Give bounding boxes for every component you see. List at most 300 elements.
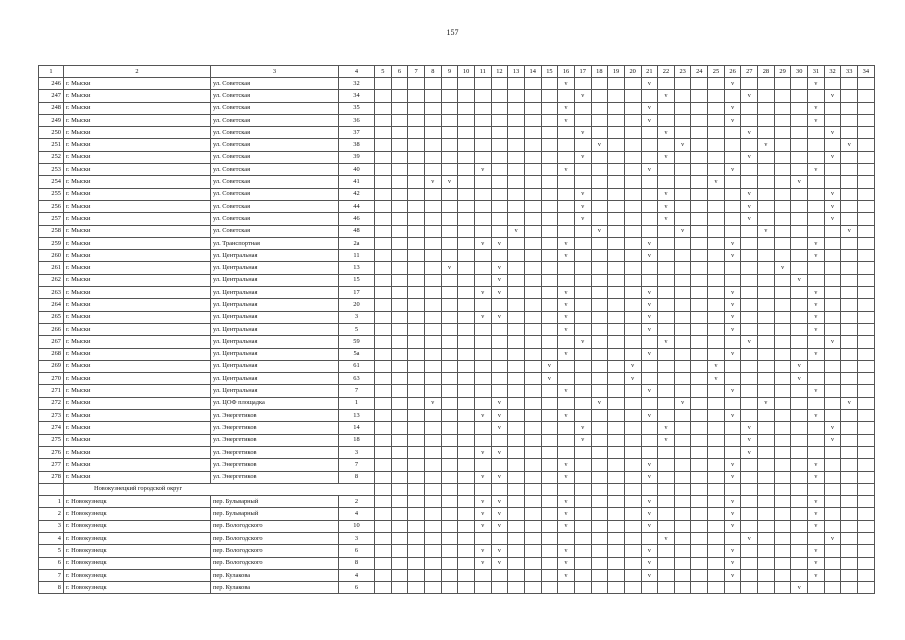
empty-cell	[741, 102, 758, 114]
empty-cell	[858, 569, 875, 581]
empty-cell	[691, 557, 708, 569]
empty-cell	[591, 250, 608, 262]
empty-cell	[741, 237, 758, 249]
empty-cell	[674, 557, 691, 569]
street-cell: ул. Советская	[211, 127, 339, 139]
column-header-26: 26	[724, 66, 741, 78]
empty-cell	[624, 287, 641, 299]
empty-cell	[841, 471, 858, 483]
empty-cell	[524, 78, 541, 90]
house-cell: 14	[339, 422, 375, 434]
check-mark: v	[558, 78, 575, 90]
empty-cell	[491, 78, 508, 90]
check-mark: v	[758, 397, 775, 409]
column-header-1: 1	[39, 66, 64, 78]
empty-cell	[508, 250, 525, 262]
table-row	[39, 397, 875, 409]
empty-cell	[391, 582, 408, 594]
empty-cell	[624, 471, 641, 483]
empty-cell	[408, 188, 425, 200]
empty-cell	[591, 213, 608, 225]
check-mark: v	[641, 557, 658, 569]
table-row	[39, 323, 875, 335]
empty-cell	[741, 496, 758, 508]
empty-cell	[391, 459, 408, 471]
empty-cell	[608, 532, 625, 544]
check-mark: v	[641, 299, 658, 311]
empty-cell	[391, 262, 408, 274]
empty-cell	[574, 287, 591, 299]
empty-cell	[608, 459, 625, 471]
empty-cell	[674, 188, 691, 200]
empty-cell	[774, 225, 791, 237]
empty-cell	[474, 213, 491, 225]
empty-cell	[841, 545, 858, 557]
table-row	[39, 496, 875, 508]
empty-cell	[408, 410, 425, 422]
empty-cell	[474, 90, 491, 102]
empty-cell	[408, 176, 425, 188]
empty-cell	[774, 336, 791, 348]
empty-cell	[574, 299, 591, 311]
empty-cell	[541, 250, 558, 262]
empty-cell	[791, 532, 808, 544]
check-mark: v	[774, 262, 791, 274]
empty-cell	[808, 336, 825, 348]
empty-cell	[674, 90, 691, 102]
empty-cell	[608, 397, 625, 409]
empty-cell	[691, 471, 708, 483]
empty-cell	[424, 127, 441, 139]
check-mark: v	[741, 188, 758, 200]
check-mark: v	[474, 311, 491, 323]
empty-cell	[774, 323, 791, 335]
empty-cell	[691, 323, 708, 335]
empty-cell	[441, 213, 458, 225]
empty-cell	[741, 311, 758, 323]
empty-cell	[708, 582, 725, 594]
street-cell: пер. Вологодского	[211, 532, 339, 544]
street-cell: ул. Центральная	[211, 311, 339, 323]
empty-cell	[574, 323, 591, 335]
empty-cell	[424, 569, 441, 581]
empty-cell	[841, 262, 858, 274]
empty-cell	[858, 446, 875, 458]
table-row	[39, 250, 875, 262]
empty-cell	[424, 250, 441, 262]
empty-cell	[375, 385, 392, 397]
check-mark: v	[474, 520, 491, 532]
empty-cell	[674, 176, 691, 188]
empty-cell	[624, 422, 641, 434]
empty-cell	[841, 410, 858, 422]
empty-cell	[741, 114, 758, 126]
empty-cell	[758, 287, 775, 299]
check-mark: v	[724, 459, 741, 471]
empty-cell	[441, 348, 458, 360]
empty-cell	[441, 520, 458, 532]
empty-cell	[424, 164, 441, 176]
check-mark: v	[624, 373, 641, 385]
empty-cell	[558, 139, 575, 151]
empty-cell	[608, 385, 625, 397]
empty-cell	[724, 188, 741, 200]
empty-cell	[508, 471, 525, 483]
street-cell: ул. Советская	[211, 188, 339, 200]
empty-cell	[441, 360, 458, 372]
row-number: 253	[39, 164, 64, 176]
check-mark: v	[808, 164, 825, 176]
empty-cell	[541, 532, 558, 544]
check-mark: v	[641, 410, 658, 422]
empty-cell	[774, 532, 791, 544]
empty-cell	[391, 90, 408, 102]
city-cell: г. Мыски	[64, 336, 211, 348]
check-mark: v	[558, 311, 575, 323]
empty-cell	[724, 213, 741, 225]
empty-cell	[674, 323, 691, 335]
empty-cell	[508, 102, 525, 114]
empty-cell	[375, 410, 392, 422]
empty-cell	[724, 582, 741, 594]
empty-cell	[774, 348, 791, 360]
empty-cell	[741, 176, 758, 188]
empty-cell	[524, 557, 541, 569]
empty-cell	[758, 102, 775, 114]
empty-cell	[791, 213, 808, 225]
empty-cell	[641, 127, 658, 139]
empty-cell	[741, 360, 758, 372]
empty-cell	[441, 127, 458, 139]
empty-cell	[408, 348, 425, 360]
empty-cell	[524, 545, 541, 557]
empty-cell	[658, 102, 675, 114]
empty-cell	[808, 90, 825, 102]
empty-cell	[524, 311, 541, 323]
empty-cell	[658, 410, 675, 422]
empty-cell	[524, 569, 541, 581]
empty-cell	[708, 422, 725, 434]
table-row	[39, 200, 875, 212]
empty-cell	[608, 114, 625, 126]
column-header-24: 24	[691, 66, 708, 78]
check-mark: v	[791, 176, 808, 188]
empty-cell	[474, 348, 491, 360]
empty-cell	[708, 545, 725, 557]
empty-cell	[375, 311, 392, 323]
city-cell: г. Мыски	[64, 311, 211, 323]
house-cell: 8	[339, 471, 375, 483]
house-cell: 2а	[339, 237, 375, 249]
empty-cell	[458, 274, 475, 286]
city-cell: г. Мыски	[64, 446, 211, 458]
empty-cell	[774, 434, 791, 446]
empty-cell	[541, 102, 558, 114]
empty-cell	[541, 200, 558, 212]
city-cell: г. Мыски	[64, 323, 211, 335]
table-row	[39, 102, 875, 114]
table-row	[39, 410, 875, 422]
empty-cell	[474, 336, 491, 348]
check-mark: v	[558, 250, 575, 262]
empty-cell	[441, 557, 458, 569]
empty-cell	[708, 237, 725, 249]
empty-cell	[791, 114, 808, 126]
house-cell: 40	[339, 164, 375, 176]
empty-cell	[841, 336, 858, 348]
empty-cell	[774, 582, 791, 594]
row-number: 255	[39, 188, 64, 200]
check-mark: v	[491, 397, 508, 409]
empty-cell	[691, 262, 708, 274]
check-mark: v	[491, 237, 508, 249]
check-mark: v	[558, 508, 575, 520]
empty-cell	[858, 336, 875, 348]
empty-cell	[774, 114, 791, 126]
empty-cell	[841, 287, 858, 299]
empty-cell	[541, 127, 558, 139]
empty-cell	[658, 78, 675, 90]
empty-cell	[691, 434, 708, 446]
empty-cell	[558, 176, 575, 188]
empty-cell	[541, 336, 558, 348]
empty-cell	[608, 200, 625, 212]
empty-cell	[424, 446, 441, 458]
empty-cell	[791, 410, 808, 422]
empty-cell	[841, 373, 858, 385]
empty-cell	[858, 139, 875, 151]
empty-cell	[858, 397, 875, 409]
empty-cell	[524, 299, 541, 311]
empty-cell	[791, 164, 808, 176]
check-mark: v	[558, 102, 575, 114]
empty-cell	[508, 557, 525, 569]
empty-cell	[508, 582, 525, 594]
empty-cell	[608, 348, 625, 360]
row-number: 272	[39, 397, 64, 409]
city-cell: г. Мыски	[64, 262, 211, 274]
check-mark: v	[724, 520, 741, 532]
empty-cell	[391, 237, 408, 249]
empty-cell	[524, 422, 541, 434]
empty-cell	[474, 250, 491, 262]
table-row	[39, 213, 875, 225]
check-mark: v	[558, 237, 575, 249]
city-cell: г. Мыски	[64, 176, 211, 188]
empty-cell	[691, 532, 708, 544]
empty-cell	[758, 250, 775, 262]
city-cell: г. Мыски	[64, 287, 211, 299]
empty-cell	[824, 545, 841, 557]
empty-cell	[624, 582, 641, 594]
empty-cell	[408, 225, 425, 237]
empty-cell	[591, 348, 608, 360]
check-mark: v	[724, 545, 741, 557]
empty-cell	[608, 422, 625, 434]
empty-cell	[591, 532, 608, 544]
empty-cell	[375, 299, 392, 311]
check-mark: v	[441, 262, 458, 274]
empty-cell	[774, 373, 791, 385]
street-cell: ул. Центральная	[211, 360, 339, 372]
empty-cell	[774, 545, 791, 557]
empty-cell	[824, 483, 841, 495]
empty-cell	[458, 323, 475, 335]
column-header-33: 33	[841, 66, 858, 78]
empty-cell	[674, 127, 691, 139]
empty-cell	[375, 114, 392, 126]
row-number: 263	[39, 287, 64, 299]
empty-cell	[558, 90, 575, 102]
empty-cell	[424, 262, 441, 274]
empty-cell	[674, 287, 691, 299]
empty-cell	[624, 446, 641, 458]
empty-cell	[491, 336, 508, 348]
empty-cell	[574, 483, 591, 495]
empty-cell	[408, 78, 425, 90]
empty-cell	[824, 274, 841, 286]
house-cell: 3	[339, 446, 375, 458]
row-number: 270	[39, 373, 64, 385]
empty-cell	[375, 139, 392, 151]
empty-cell	[674, 508, 691, 520]
empty-cell	[474, 299, 491, 311]
empty-cell	[808, 397, 825, 409]
empty-cell	[608, 287, 625, 299]
empty-cell	[574, 459, 591, 471]
empty-cell	[824, 360, 841, 372]
empty-cell	[458, 188, 475, 200]
empty-cell	[708, 127, 725, 139]
check-mark: v	[558, 385, 575, 397]
check-mark: v	[558, 114, 575, 126]
empty-cell	[524, 471, 541, 483]
empty-cell	[608, 336, 625, 348]
empty-cell	[758, 323, 775, 335]
empty-cell	[574, 348, 591, 360]
empty-cell	[391, 557, 408, 569]
empty-cell	[391, 336, 408, 348]
empty-cell	[524, 446, 541, 458]
empty-cell	[441, 446, 458, 458]
check-mark: v	[491, 422, 508, 434]
empty-cell	[624, 410, 641, 422]
empty-cell	[608, 127, 625, 139]
house-cell: 46	[339, 213, 375, 225]
empty-cell	[541, 459, 558, 471]
column-header-23: 23	[674, 66, 691, 78]
empty-cell	[391, 213, 408, 225]
empty-cell	[608, 188, 625, 200]
column-header-8: 8	[424, 66, 441, 78]
table-row	[39, 188, 875, 200]
empty-cell	[741, 139, 758, 151]
empty-cell	[458, 90, 475, 102]
check-mark: v	[841, 139, 858, 151]
empty-cell	[774, 274, 791, 286]
empty-cell	[508, 287, 525, 299]
empty-cell	[624, 262, 641, 274]
empty-cell	[591, 299, 608, 311]
check-mark: v	[741, 446, 758, 458]
empty-cell	[791, 90, 808, 102]
street-cell: ул. Центральная	[211, 274, 339, 286]
empty-cell	[524, 139, 541, 151]
check-mark: v	[558, 557, 575, 569]
empty-cell	[758, 311, 775, 323]
empty-cell	[841, 90, 858, 102]
empty-cell	[791, 262, 808, 274]
empty-cell	[824, 139, 841, 151]
empty-cell	[391, 360, 408, 372]
empty-cell	[708, 348, 725, 360]
empty-cell	[858, 410, 875, 422]
empty-cell	[458, 102, 475, 114]
table-row	[39, 262, 875, 274]
empty-cell	[424, 237, 441, 249]
empty-cell	[724, 446, 741, 458]
house-cell: 61	[339, 360, 375, 372]
check-mark: v	[808, 385, 825, 397]
empty-cell	[541, 139, 558, 151]
check-mark: v	[674, 397, 691, 409]
city-cell: г. Мыски	[64, 274, 211, 286]
empty-cell	[408, 422, 425, 434]
street-cell: ул. ЦОФ площадка	[211, 397, 339, 409]
empty-cell	[408, 139, 425, 151]
empty-cell	[841, 274, 858, 286]
empty-cell	[391, 311, 408, 323]
empty-cell	[558, 373, 575, 385]
empty-cell	[841, 127, 858, 139]
empty-cell	[691, 459, 708, 471]
empty-cell	[708, 274, 725, 286]
empty-cell	[541, 262, 558, 274]
empty-cell	[808, 176, 825, 188]
empty-cell	[375, 102, 392, 114]
city-cell: г. Новокузнецк	[64, 532, 211, 544]
empty-cell	[574, 311, 591, 323]
empty-cell	[608, 164, 625, 176]
empty-cell	[624, 213, 641, 225]
column-header-6: 6	[391, 66, 408, 78]
empty-cell	[391, 446, 408, 458]
empty-cell	[574, 360, 591, 372]
table-row	[39, 237, 875, 249]
empty-cell	[808, 360, 825, 372]
check-mark: v	[558, 569, 575, 581]
empty-cell	[424, 582, 441, 594]
row-number: 254	[39, 176, 64, 188]
empty-cell	[674, 434, 691, 446]
empty-cell	[375, 262, 392, 274]
check-mark: v	[808, 78, 825, 90]
empty-cell	[524, 532, 541, 544]
empty-cell	[608, 311, 625, 323]
empty-cell	[674, 569, 691, 581]
empty-cell	[391, 200, 408, 212]
empty-cell	[624, 102, 641, 114]
check-mark: v	[474, 287, 491, 299]
empty-cell	[774, 287, 791, 299]
empty-cell	[674, 213, 691, 225]
empty-cell	[574, 176, 591, 188]
empty-cell	[441, 532, 458, 544]
empty-cell	[658, 139, 675, 151]
empty-cell	[424, 299, 441, 311]
table-row	[39, 287, 875, 299]
empty-cell	[408, 237, 425, 249]
